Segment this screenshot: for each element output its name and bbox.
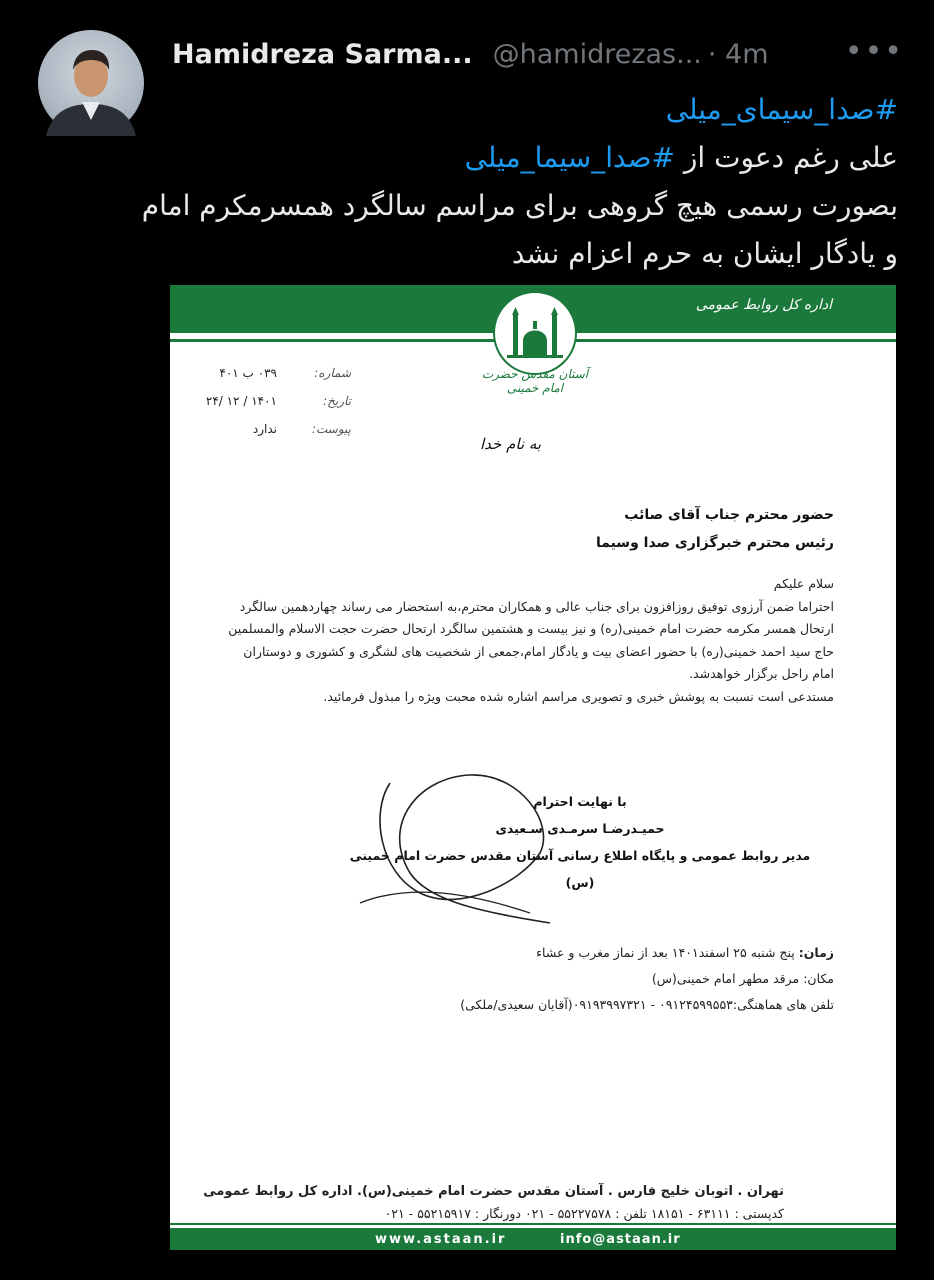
tweet-line-4: و یادگار ایشان به حرم اعزام نشد bbox=[511, 237, 898, 270]
footer-contacts: کدپستی : ۶۳۱۱۱ - ۱۸۱۵۱ تلفن : ۵۵۲۲۷۵۷۸ - ۰۲۱ دورنگار : ۵۵۲۱۵۹۱۷ - ۰۲۱ bbox=[384, 1206, 784, 1221]
tweet-header bbox=[172, 34, 904, 74]
attachment-value: ندارد bbox=[252, 422, 277, 436]
tweet-line-1 bbox=[160, 86, 898, 134]
author-name[interactable]: Hamidreza Sarma... bbox=[172, 38, 473, 70]
letter-footer bbox=[203, 1181, 784, 1225]
website-text: www.astaan.ir bbox=[375, 1232, 507, 1247]
bismillah-heading: به نام خدا bbox=[480, 435, 542, 453]
recipient-line-1: حضور محترم جناب آقای صائب bbox=[624, 507, 834, 523]
author-avatar[interactable] bbox=[38, 30, 144, 136]
event-phones: تلفن های هماهنگی:۰۹۱۲۴۵۹۹۵۵۳ - ۰۹۱۹۳۹۹۷۳۲۱(آقایان سعیدی/ملکی) bbox=[460, 997, 834, 1012]
number-value: ۰۳۹ ب ۴۰۱ bbox=[219, 366, 277, 380]
tweet-timestamp[interactable]: · 4m bbox=[707, 38, 769, 70]
event-place: مکان: مرقد مطهر امام خمینی(س) bbox=[651, 971, 834, 986]
greeting: سلام علیکم bbox=[773, 576, 834, 591]
footer-address: تهران . اتوبان خلیج فارس . آستان مقدس حضرت امام خمینی(س). اداره کل روابط عمومی bbox=[203, 1184, 784, 1199]
more-options-icon[interactable]: ••• bbox=[844, 34, 904, 69]
email-text: info@astaan.ir bbox=[560, 1232, 681, 1247]
letter-meta bbox=[206, 359, 351, 443]
tweet-line-2 bbox=[160, 134, 898, 182]
logo-caption: آستان مقدس حضرت امام خمینی bbox=[481, 367, 589, 395]
recipient-block bbox=[596, 501, 834, 557]
footer-band bbox=[170, 1228, 896, 1250]
recipient-line-2: رئیس محترم خبرگزاری صدا وسیما bbox=[595, 535, 834, 551]
number-label: شماره: bbox=[314, 366, 351, 380]
hashtag-link[interactable]: #صدا_سیمای_میلی bbox=[665, 93, 898, 126]
signer-title: مدیر روابط عمومی و پایگاه اطلاع رسانی آستان مقدس حضرت امام خمینی (س) bbox=[349, 848, 811, 890]
tweet-line-3: بصورت رسمی هیچ گروهی برای مراسم سالگرد همسرمکرم امام bbox=[141, 189, 898, 222]
tweet-line-text: علی رغم دعوت از bbox=[674, 141, 898, 174]
avatar-portrait-icon bbox=[38, 30, 144, 136]
event-details bbox=[460, 940, 834, 1018]
signature-block bbox=[340, 788, 820, 896]
body-line: مستدعی است نسبت به پوشش خبری و تصویری مراسم اشاره شده محبت ویژه را مبذول فرمائید. bbox=[323, 688, 834, 704]
body-line: امام راحل برگزار خواهدشد. bbox=[689, 666, 834, 681]
attachment-label: پیوست: bbox=[311, 422, 351, 436]
event-time-line bbox=[460, 940, 834, 966]
letterhead-department: اداره کل روابط عمومی bbox=[695, 297, 832, 313]
tweet-media-letter[interactable] bbox=[170, 285, 896, 1250]
body-line: ارتحال همسر مکرمه حضرت امام خمینی(ره) و نیز بیست و هشتمین سالگرد ارتحال حضرت حجت الاسلام والمسلمین bbox=[228, 621, 834, 636]
tweet-text bbox=[141, 86, 898, 278]
closing-line: با نهایت احترام bbox=[533, 794, 627, 809]
hashtag-link[interactable]: #صدا_سیما_میلی bbox=[464, 141, 675, 174]
shrine-logo-icon bbox=[493, 291, 577, 375]
event-time-label: زمان: bbox=[798, 945, 834, 960]
body-line: احتراما ضمن آرزوی توفیق روزافزون برای جناب عالی و همکاران محترم،به استحضار می رساند چهاردهمین سالگرد bbox=[239, 598, 834, 614]
date-value: ۱۴۰۱ / ۱۲ /۲۴ bbox=[205, 394, 277, 408]
signer-name: حمیـدرضـا سرمـدی سـعیدی bbox=[495, 821, 665, 836]
body-line: حاج سید احمد خمینی(ره) با حضور اعضای بیت و یادگار امام،جمعی از شخصیت های لشگری و کشوری و دوستاران bbox=[243, 643, 834, 659]
event-time: پنج شنبه ۲۵ اسفند۱۴۰۱ بعد از نماز مغرب و عشاء bbox=[536, 945, 799, 960]
author-handle[interactable]: @hamidrezas... bbox=[492, 38, 702, 70]
letter-body bbox=[228, 573, 834, 708]
date-label: تاریخ: bbox=[323, 394, 351, 408]
